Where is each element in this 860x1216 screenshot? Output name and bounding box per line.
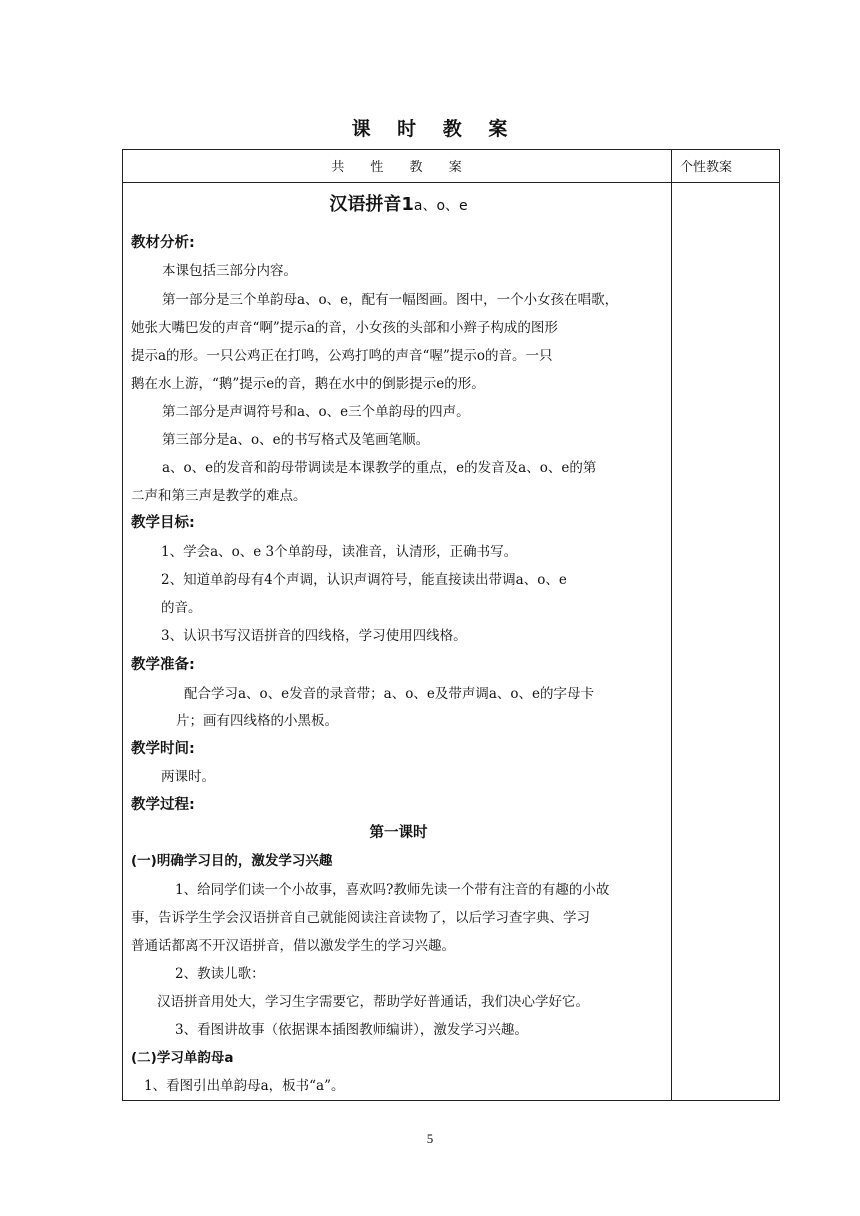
lesson-heading [131,196,666,215]
analysis-line: a、o、e的发音和韵母带调读是本课教学的重点，e的发音及a、o、e的第 [162,460,597,476]
goal-line: 的音。 [161,600,202,616]
lesson-heading-letters: a、o、e [413,198,468,214]
goal-line: 1、学会a、o、e 3个单韵母，读准音，认清形，正确书写。 [161,544,518,560]
part1-line: 普通话都离不开汉语拼音，借以激发学生的学习兴趣。 [131,938,455,954]
analysis-line: 她张大嘴巴发的声音“啊”提示a的音，小女孩的头部和小辫子构成的图形 [131,320,558,336]
header-common-plan: 共 性 教 案 [331,160,462,175]
prep-line: 配合学习a、o、e发音的录音带；a、o、e及带声调a、o、e的字母卡 [184,686,594,702]
header-personal-plan: 个性教案 [680,160,733,175]
analysis-line: 本课包括三部分内容。 [162,263,297,279]
header-divider [122,182,780,183]
part1-heading: (一)明确学习目的，激发学习兴趣 [131,853,333,869]
part2-heading: (二)学习单韵母a [131,1050,234,1066]
part1-line: 汉语拼音用处大，学习生字需要它，帮助学好普通话，我们决心学好它。 [157,994,589,1010]
page-number: 5 [426,1131,434,1146]
prep-line: 片；画有四线格的小黑板。 [176,713,338,729]
section-time-heading: 教学时间: [131,741,195,757]
part1-line: 3、看图讲故事（依据课本插图教师编讲），激发学习兴趣。 [175,1022,528,1038]
first-class-heading: 第一课时 [369,825,428,841]
lesson-heading-main: 汉语拼音1 [329,194,414,215]
page-title: 课 时 教 案 [351,118,509,140]
analysis-line: 鹅在水上游，“鹅”提示e的音，鹅在水中的倒影提示e的形。 [131,376,485,392]
analysis-line: 二声和第三声是教学的难点。 [131,488,307,504]
section-analysis-heading: 教材分析: [131,235,195,251]
section-prep-heading: 教学准备: [131,657,195,673]
part1-line: 事，告诉学生学会汉语拼音自己就能阅读注音读物了，以后学习查字典、学习 [131,910,590,926]
goal-line: 2、知道单韵母有4个声调，认识声调符号，能直接读出带调a、o、e [161,572,567,588]
analysis-line: 提示a的形。一只公鸡正在打鸣，公鸡打鸣的声音“喔”提示o的音。一只 [131,348,553,364]
analysis-line: 第二部分是声调符号和a、o、e三个单韵母的四声。 [162,404,470,420]
analysis-line: 第一部分是三个单韵母a、o、e，配有一幅图画。图中，一个小女孩在唱歌， [162,292,619,308]
analysis-line: 第三部分是a、o、e的书写格式及笔画笔顺。 [162,432,430,448]
section-goals-heading: 教学目标: [131,515,195,531]
part2-line: 1、看图引出单韵母a，板书“a”。 [144,1078,345,1094]
goal-line: 3、认识书写汉语拼音的四线格，学习使用四线格。 [161,628,467,644]
part1-line: 1、给同学们读一个小故事，喜欢吗?教师先读一个带有注音的有趣的小故 [175,882,610,898]
section-process-heading: 教学过程: [131,797,195,813]
time-line: 两课时。 [161,769,215,785]
column-divider [671,149,672,1101]
part1-line: 2、教读儿歌： [175,966,265,982]
